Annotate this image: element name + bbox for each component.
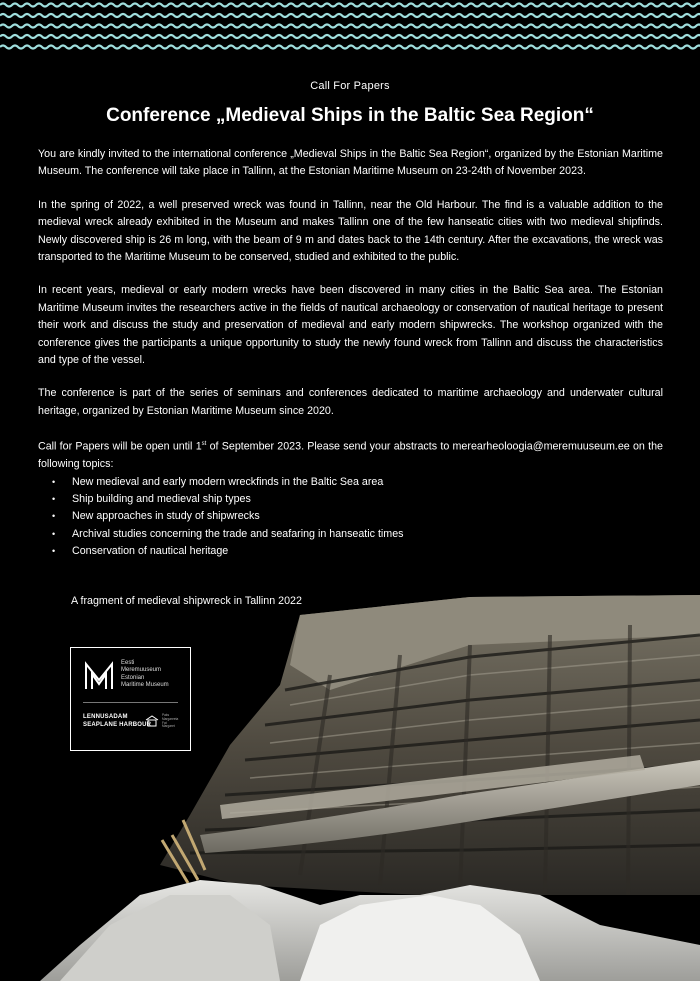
wave-line [0, 46, 700, 49]
topic-item: • New medieval and early modern wreckfinds in the Baltic Sea area [38, 474, 663, 491]
topics-list [38, 474, 663, 561]
wave-line [0, 4, 700, 7]
page-title: Conference „Medieval Ships in the Baltic Sea Region“ [106, 105, 594, 126]
seminar-series-paragraph: The conference is part of the series of seminars and conferences dedicated to maritime archaeology and underwater cultural heritage, organized by Estonian Maritime Museum since 2020. [38, 387, 663, 417]
call-for-papers-paragraph: Call for Papers will be open until 1st of September 2023. Please send your abstracts to merearheoloogia@meremuuseum.ee on the following topics: [38, 440, 663, 471]
wave-line [0, 14, 700, 17]
museum-logo-panel [70, 647, 191, 751]
wave-line [0, 35, 700, 38]
maritime-museum-logo-icon [83, 660, 115, 692]
fat-margaret-logo-text: Paks Margareeta Fat Margaret [162, 713, 179, 729]
wave-line [0, 25, 700, 28]
logo-divider [83, 702, 178, 703]
wreck-find-paragraph: In the spring of 2022, a well preserved wreck was found in Tallinn, near the Old Harbour. The find is a valuable addition to the medieval wreck already exhibited in the Museum and makes Tallinn one of the few hanseatic cities with two medieval shipfinds. Newly discovered ship is 26 m long, with the beam of 9 m and dates back to the 14th century. After the excavations, the wreck was transported to the Maritime Museum to be conserved, studied and exhibited to the public. [38, 198, 663, 264]
intro-paragraph: You are kindly invited to the international conference „Medieval Ships in the Baltic Sea Region“, organized by the Estonian Maritime Museum. The conference will take place in Tallinn, at the Estonian Maritime Museum on 23-24th of November 2023. [38, 148, 663, 178]
seaplane-harbour-logo: LENNUSADAM SEAPLANE HARBOUR [83, 714, 152, 728]
topic-item: • Ship building and medieval ship types [38, 491, 663, 508]
fat-margaret-logo-icon [145, 714, 159, 728]
wave-pattern-decoration [0, 0, 700, 56]
invitation-text [38, 146, 663, 561]
photo-caption: A fragment of medieval shipwreck in Tallinn 2022 [71, 595, 302, 607]
topic-item: • Archival studies concerning the trade and seafaring in hanseatic times [38, 526, 663, 543]
topic-item: • New approaches in study of shipwrecks [38, 508, 663, 525]
museum-logo-text: Eesti Meremuuseum Estonian Maritime Museum [121, 660, 169, 689]
call-for-papers-label: Call For Papers [310, 80, 390, 92]
research-invitation-paragraph: In recent years, medieval or early modern wrecks have been discovered in many cities in the Baltic Sea area. The Estonian Maritime Museum invites the researchers active in the fields of nautical archaeology or conservation of nautical heritage to present their work and discuss the study and preservation of medieval and early modern shipwrecks. The workshop organized with the conference gives the participants a unique opportunity to study the newly found wreck from Tallinn and discuss the characteristics and type of the vessel. [38, 284, 663, 367]
topic-item: • Conservation of nautical heritage [38, 543, 663, 560]
